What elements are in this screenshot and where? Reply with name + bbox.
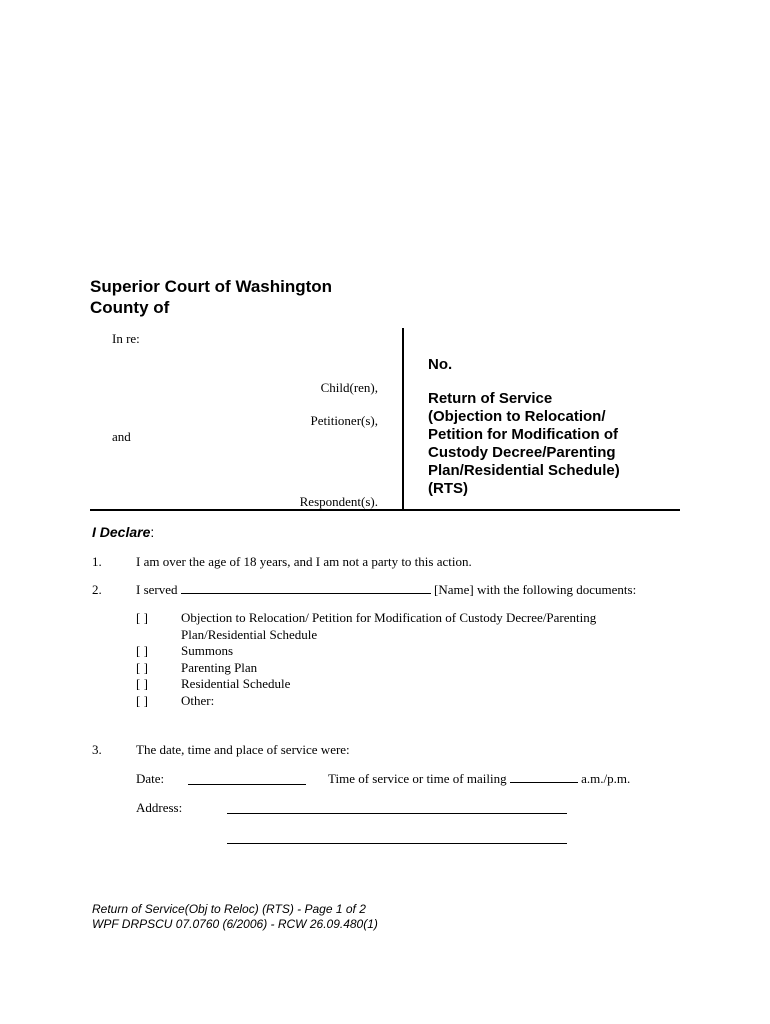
county-label: County of: [90, 298, 170, 317]
case-number-label: No.: [428, 356, 453, 373]
document-title: [428, 390, 620, 498]
caption-horizontal-divider: [90, 509, 680, 511]
address-field-line-2[interactable]: [227, 832, 567, 844]
document-title-line: Petition for Modification of: [428, 426, 618, 443]
document-item: Summons: [181, 643, 234, 658]
item-1-number: 1.: [92, 554, 102, 569]
court-header: [90, 276, 332, 318]
item-2-line: [136, 582, 636, 599]
document-title-line: Return of Service: [428, 390, 553, 407]
declare-colon: :: [150, 524, 155, 540]
checkbox-residential-schedule[interactable]: [ ]: [136, 676, 148, 691]
court-name: Superior Court of Washington: [90, 277, 333, 296]
document-title-line: (RTS): [428, 480, 468, 497]
caption-vertical-divider: [402, 328, 404, 510]
page-footer: [92, 902, 378, 932]
in-re-label: In re:: [112, 331, 140, 346]
respondents-label: Respondent(s).: [299, 494, 378, 509]
document-title-line: Plan/Residential Schedule): [428, 462, 620, 479]
checkbox-summons[interactable]: [ ]: [136, 643, 148, 658]
time-label: Time of service or time of mailing: [328, 771, 507, 786]
document-title-line: Custody Decree/Parenting: [428, 444, 616, 461]
item-2-number: 2.: [92, 582, 102, 597]
address-label: Address:: [136, 800, 183, 815]
served-name-field[interactable]: [181, 582, 431, 594]
date-label: Date:: [136, 771, 165, 786]
document-checkboxes: [136, 610, 148, 709]
declare-heading: [92, 524, 154, 540]
and-label: and: [112, 429, 131, 444]
document-item: Residential Schedule: [181, 676, 291, 691]
footer-line: Return of Service(Obj to Reloc) (RTS) - Page 1 of 2: [92, 902, 366, 916]
document-title-line: (Objection to Relocation/: [428, 408, 606, 425]
checkbox-objection[interactable]: [ ]: [136, 610, 148, 625]
ampm-label: a.m./p.m.: [581, 771, 631, 786]
item-1-text: I am over the age of 18 years, and I am not a party to this action.: [136, 554, 472, 569]
declare-label: I Declare: [92, 524, 151, 540]
time-line: [328, 771, 630, 788]
item-3-text: The date, time and place of service were:: [136, 742, 350, 757]
checkbox-other[interactable]: [ ]: [136, 692, 148, 708]
document-item: Objection to Relocation/ Petition for Modification of Custody Decree/Parenting: [181, 610, 597, 625]
document-item: Parenting Plan: [181, 659, 258, 675]
date-field[interactable]: [188, 773, 306, 785]
item-2-suffix: [Name] with the following documents:: [434, 582, 637, 597]
document-item: Other:: [181, 692, 215, 708]
item-2-prefix: I served: [136, 582, 178, 597]
footer-line: WPF DRPSCU 07.0760 (6/2006) - RCW 26.09.480(1): [92, 917, 378, 931]
petitioners-label: Petitioner(s),: [310, 413, 378, 428]
item-3-number: 3.: [92, 742, 102, 757]
checkbox-parenting-plan[interactable]: [ ]: [136, 659, 148, 675]
children-label: Child(ren),: [320, 380, 378, 395]
time-field[interactable]: [510, 771, 578, 783]
document-list: [181, 610, 596, 709]
document-item: Plan/Residential Schedule: [181, 626, 318, 642]
address-field-line-1[interactable]: [227, 802, 567, 814]
